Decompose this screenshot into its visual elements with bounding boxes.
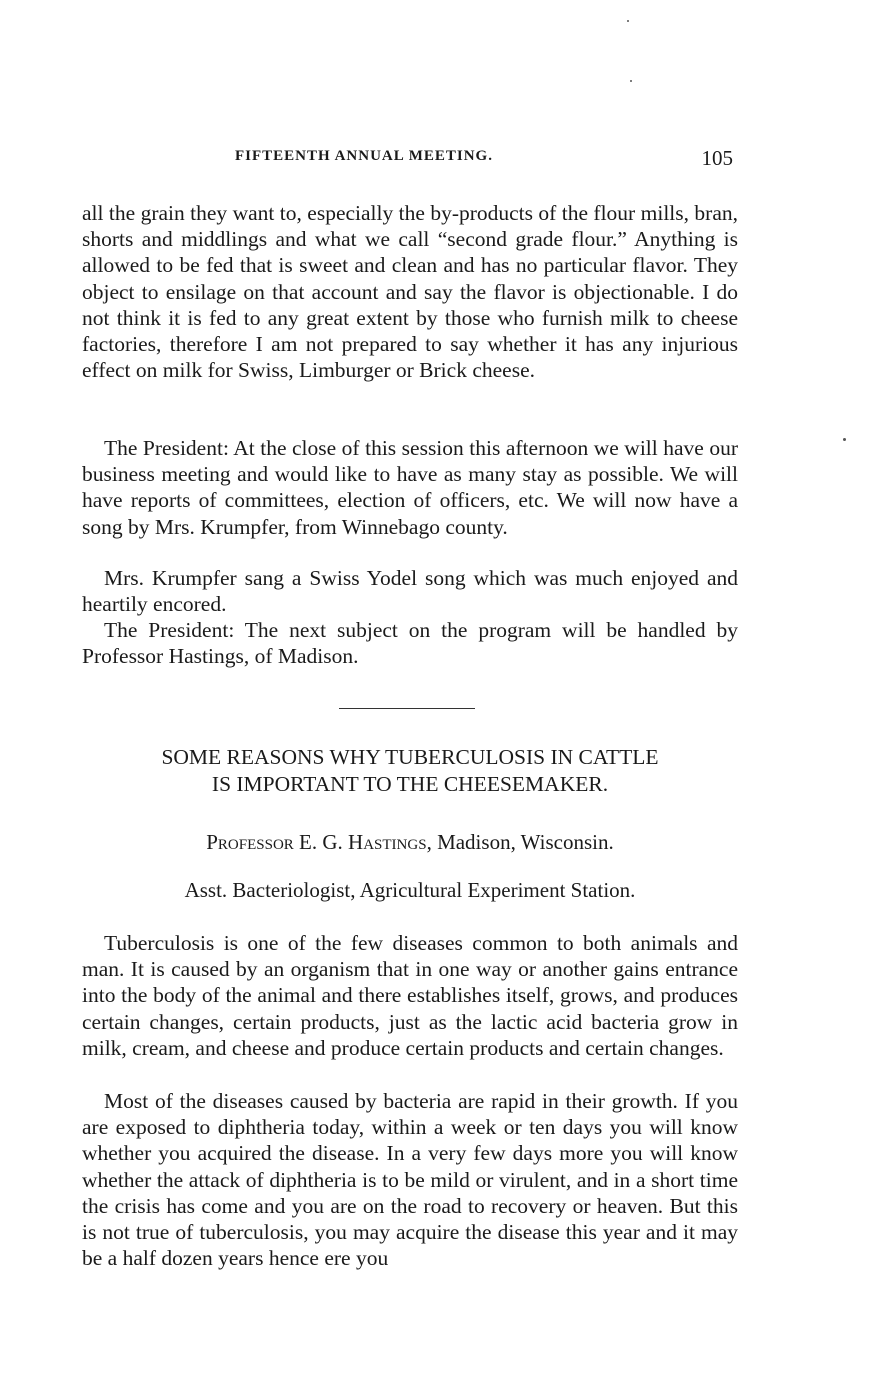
running-head [82, 146, 737, 172]
paragraph-continued-discussion: all the grain they want to, especially the by-products of the flour mills, bran, shorts and middlings and what we call “second grade flour.” Anything is allowed to be fed that is sweet and clean and has no particular flavor. They object to ensilage on that account and say the flavor is objectionable. I do not think it is fed to any great extent by those who furnish milk to cheese factories, therefore I am not prepared to say whether it has any injurious effect on milk for Swiss, Limburger or Brick cheese. [82, 201, 738, 383]
running-title: FIFTEENTH ANNUAL MEETING. [235, 148, 493, 164]
author-byline [82, 830, 738, 855]
author-affiliation: Asst. Bacteriologist, Agricultural Experiment Station. [184, 878, 636, 902]
article-paragraph-diseases: Most of the diseases caused by bacteria are rapid in their growth. If you are exposed to diphtheria today, within a week or ten days you will know whether you acquired the disease. In a very few days more you will know whether the attack of diphtheria is to be mild or virulent, and in a short time the crisis has come and you are on the road to recovery or heaven. But this is not true of tuberculosis, you may acquire the disease this year and it may be a half dozen years hence ere you [82, 1089, 738, 1271]
print-speck [843, 438, 846, 441]
article-title-line-1: SOME REASONS WHY TUBERCULOSIS IN CATTLE [161, 745, 659, 769]
print-speck [627, 20, 629, 22]
author-location: , Madison, Wisconsin. [426, 830, 614, 854]
author-title: Professor [206, 830, 294, 854]
print-speck [630, 80, 632, 82]
article-paragraph-intro: Tuberculosis is one of the few diseases common to both animals and man. It is caused by an organism that in one way or another gains entrance into the body of the animal and there establishes itself, grows, and produces certain changes, certain products, just as the lactic acid bacteria grow in milk, cream, and cheese and produce certain products and certain changes. [82, 931, 738, 1060]
article-title-line-2: IS IMPORTANT TO THE CHEESEMAKER. [211, 772, 609, 796]
article-title [82, 744, 738, 798]
author-surname: Hastings [348, 830, 427, 854]
paragraph-next-subject: The President: The next subject on the program will be handled by Professor Hastings, of Madison. [82, 618, 738, 669]
author-initials: E. G. [299, 830, 343, 854]
page-number: 105 [701, 146, 733, 170]
paragraph-yodel-song: Mrs. Krumpfer sang a Swiss Yodel song which was much enjoyed and heartily encored. [82, 566, 738, 617]
paragraph-president-announcement: The President: At the close of this session this afternoon we will have our business meeting and would like to have as many stay as possible. We will have reports of committees, election of officers, etc. We will now have a song by Mrs. Krumpfer, from Winnebago county. [82, 436, 738, 539]
section-divider [339, 708, 475, 709]
